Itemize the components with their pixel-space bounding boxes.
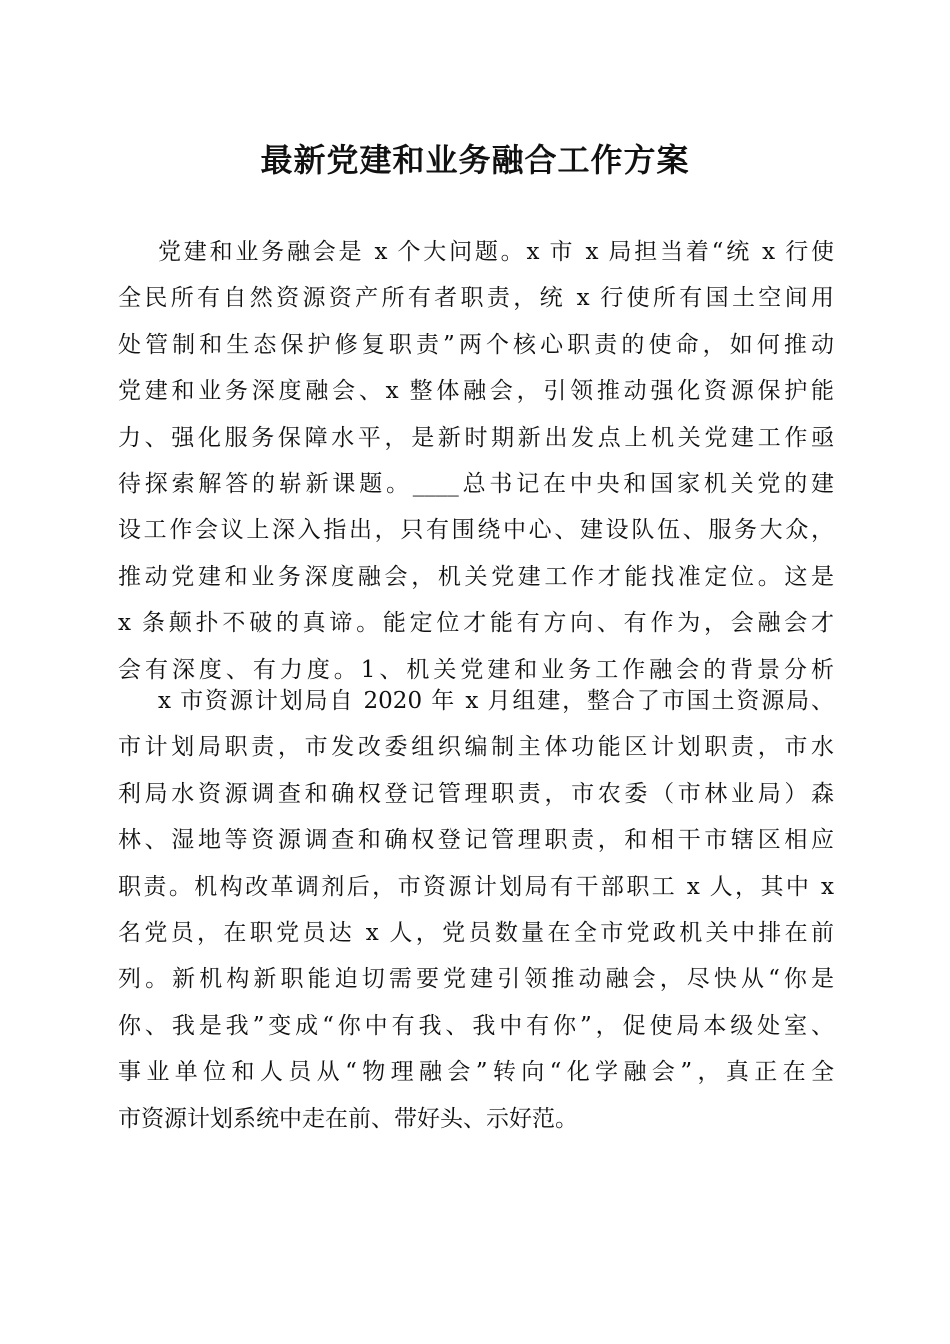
paragraph-line: 处管制和生态保护修复职责”两个核心职责的使命，如何推动	[118, 331, 834, 358]
paragraph-line: 名党员，在职党员达 x 人，党员数量在全市党政机关中排在前	[118, 919, 834, 946]
paragraph-line: 林、湿地等资源调查和确权登记管理职责，和相干市辖区相应	[118, 827, 834, 854]
paragraph-line: 你、我是我”变成“你中有我、我中有你”，促使局本级处室、	[118, 1012, 834, 1039]
paragraph-line: 党建和业务融会是 x 个大问题。x 市 x 局担当着“统 x 行使	[158, 239, 834, 265]
paragraph-1	[118, 229, 834, 693]
paragraph-line: 全民所有自然资源资产所有者职责，统 x 行使所有国土空间用	[118, 285, 834, 312]
paragraph-line: 职责。机构改革调剂后，市资源计划局有干部职工 x 人，其中 x	[118, 873, 834, 900]
paragraph-line: 事业单位和人员从“物理融会”转向“化学融会”，真正在全	[118, 1059, 834, 1086]
paragraph-line: 力、强化服务保障水平，是新时期新出发点上机关党建工作亟	[118, 424, 834, 451]
paragraph-line: 列。新机构新职能迫切需要党建引领推动融会，尽快从“你是	[118, 966, 834, 993]
paragraph-line: x 市资源计划局自 2020 年 x 月组建，整合了市国土资源局、	[158, 688, 834, 714]
paragraph-line: 会有深度、有力度。1、机关党建和业务工作融会的背景分析	[118, 656, 834, 683]
paragraph-line: 推动党建和业务深度融会，机关党建工作才能找准定位。这是	[118, 563, 834, 590]
paragraph-line: 市计划局职责，市发改委组织编制主体功能区计划职责，市水	[118, 734, 834, 761]
paragraph-line: 设工作会议上深入指出，只有围绕中心、建设队伍、服务大众，	[118, 517, 834, 544]
paragraph-2	[118, 678, 834, 1142]
paragraph-line: 市资源计划系统中走在前、带好头、示好范。	[118, 1105, 578, 1132]
document-title: 最新党建和业务融合工作方案	[260, 141, 690, 179]
paragraph-line: 利局水资源调查和确权登记管理职责，市农委（市林业局）森	[118, 780, 834, 807]
paragraph-line: x 条颠扑不破的真谛。能定位才能有方向、有作为，会融会才	[118, 610, 834, 637]
paragraph-line: 待探索解答的崭新课题。____总书记在中央和国家机关党的建	[118, 470, 834, 497]
paragraph-line: 党建和业务深度融会、x 整体融会，引领推动强化资源保护能	[118, 378, 834, 405]
